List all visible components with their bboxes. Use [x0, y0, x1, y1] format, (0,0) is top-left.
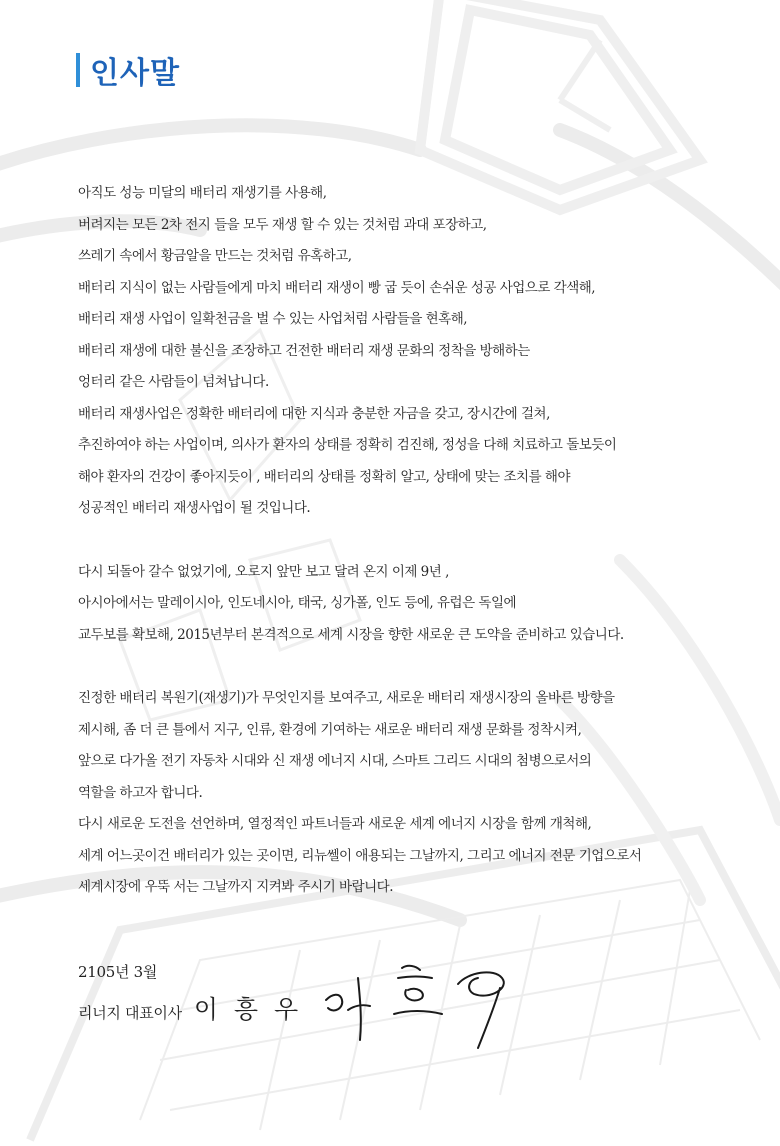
signer-name: 이 흥 우	[193, 995, 303, 1024]
text-line: 배터리 재생 사업이 일확천금을 벌 수 있는 사업처럼 사람들을 현혹해,	[78, 311, 468, 327]
paragraph-spacer	[78, 651, 758, 683]
paragraph-2	[78, 557, 758, 652]
text-line: 교두보를 확보해, 2015년부터 본격적으로 세계 시장을 향한 새로운 큰 도약을 준비하고 있습니다.	[78, 626, 624, 643]
text-line: 버려지는 모든 2차 전지 들을 모두 재생 할 수 있는 것처럼 과대 포장하고,	[78, 216, 487, 233]
text-line: 추진하여야 하는 사업이며, 의사가 환자의 상태를 정확히 검진해, 정성을 다해 치료하고 돌보듯이	[78, 437, 617, 453]
text-line: 배터리 지식이 없는 사람들에게 마치 배터리 재생이 빵 굽 듯이 손쉬운 성공 사업으로 각색해,	[78, 279, 596, 296]
heading-accent-bar	[76, 53, 80, 87]
paragraph-4	[78, 809, 758, 904]
handwritten-signature	[318, 948, 518, 1053]
signoff-date: 2105년 3월	[78, 963, 158, 981]
text-line: 아시아에서는 말레이시아, 인도네시아, 태국, 싱가폴, 인도 등에, 유럽은 독일에	[78, 595, 517, 611]
greeting-body	[78, 178, 758, 904]
text-line: 세계 어느곳이건 배터리가 있는 곳이면, 리뉴쎌이 애용되는 그날까지, 그리고 에너지 전문 기업으로서	[78, 847, 642, 864]
paragraph-3	[78, 683, 758, 809]
text-line: 세계시장에 우뚝 서는 그날까지 지켜봐 주시기 바랍니다.	[78, 879, 393, 895]
page-title: 인사말	[90, 56, 180, 91]
text-line: 배터리 재생에 대한 불신을 조장하고 건전한 배터리 재생 문화의 정착을 방해하는	[78, 342, 530, 359]
text-line: 역할을 하고자 합니다.	[78, 784, 203, 801]
text-line: 앞으로 다가올 전기 자동차 시대와 신 재생 에너지 시대, 스마트 그리드 시대의 첨병으로서의	[78, 753, 592, 769]
signer-title: 리너지 대표이사	[78, 1004, 182, 1022]
signoff-signer	[78, 990, 302, 1026]
text-line: 다시 되돌아 갈수 없었기에, 오로지 앞만 보고 달려 온지 이제 9년 ,	[78, 563, 449, 580]
text-line: 다시 새로운 도전을 선언하며, 열정적인 파트너들과 새로운 세계 에너지 시장을 함께 개척해,	[78, 816, 592, 832]
text-line: 제시해, 좀 더 큰 틀에서 지구, 인류, 환경에 기여하는 새로운 배터리 재생 문화를 정착시켜,	[78, 721, 582, 738]
text-line: 해야 환자의 건강이 좋아지듯이 , 배터리의 상태를 정확히 알고, 상태에 맞는 조치를 해야	[78, 468, 571, 485]
text-line: 진정한 배터리 복원기(재생기)가 무엇인지를 보여주고, 새로운 배터리 재생시장의 올바른 방향을	[78, 690, 615, 706]
text-line: 성공적인 배터리 재생사업이 될 것입니다.	[78, 500, 311, 516]
text-line: 배터리 재생사업은 정확한 배터리에 대한 지식과 충분한 자금을 갖고, 장시간에 걸쳐,	[78, 405, 550, 422]
paragraph-spacer	[78, 525, 758, 557]
page-heading	[76, 48, 180, 92]
text-line: 엉터리 같은 사람들이 넘쳐납니다.	[78, 374, 269, 390]
paragraph-1	[78, 178, 758, 525]
text-line: 쓰레기 속에서 황금알을 만드는 것처럼 유혹하고,	[78, 248, 352, 264]
text-line: 아직도 성능 미달의 배터리 재생기를 사용해,	[78, 185, 327, 201]
